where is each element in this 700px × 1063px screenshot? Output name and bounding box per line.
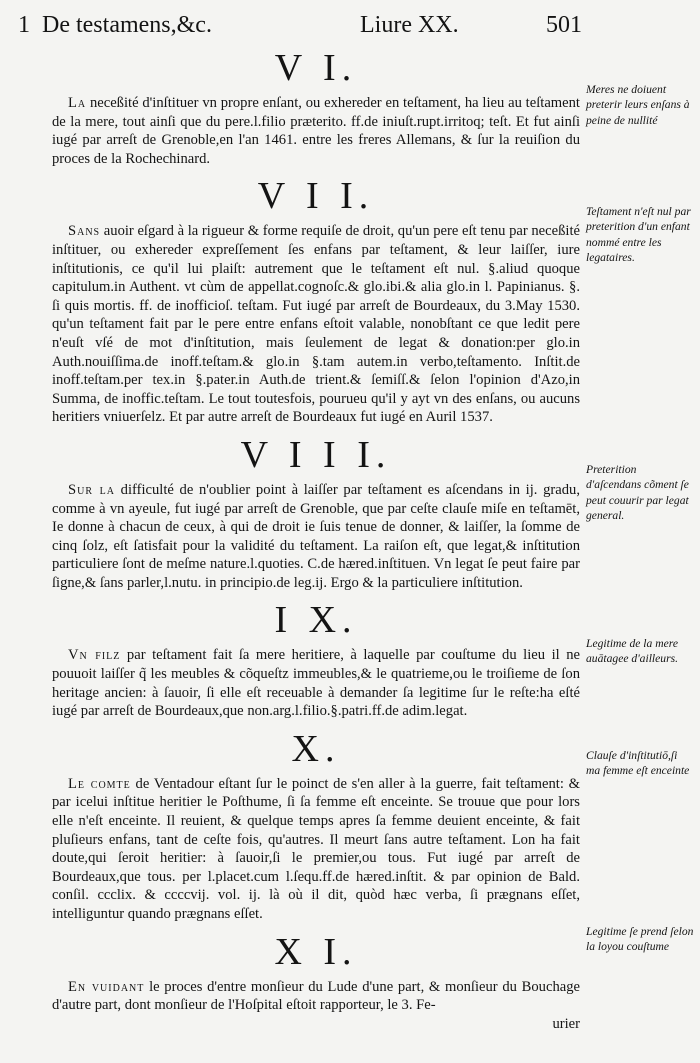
paragraph-text: difficulté de n'oublier point à laiſſer par teſtament es aſcendans in ij. gradu, comme à vn ayeule, fut iugé par arreſt de Grenoble, que par ceſte clauſe miſe en teſtamēt, Ie donne à chacun de ceux, à qui de droit ie ſuis tenue de donner, & laiſſer, la ſomme de cinq ſolz, eſt ſatisfait pour la validité du teſtament. La raiſon eſt, que legat,& inſtitution particuliere ſont de meſme nature.l.quoties. C.de hæred.inſtituen. Vn legat ſe peut faire par ſigne,& ſans parler,l.nutu. in principio.de leg.ij. Ergo & la particuliere inſtitution.: [52, 481, 580, 591]
section-7: [52, 174, 580, 427]
margin-note: Teſtament n'eſt nul par preterition d'un enfant nommé entre les legataires.: [586, 205, 691, 265]
section-6: [52, 46, 580, 168]
section-paragraph: [52, 222, 580, 427]
paragraph-text: le proces d'entre monſieur du Lude d'une part, & monſieur du Bouchage d'autre part, dont monſieur de l'Hoſpital eſtoit rapporteur, le 3. Fe-: [52, 978, 580, 1014]
paragraph-text: neceßité d'inſtituer vn propre enſant, ou exhereder en teſtament, ha lieu au teſtament de la mere, tout ainſi que du pere.l.filio præterito. ff.de iniuſt.rupt.irritoq; teſt. Et fut ainſi iugé par arreſt de Grenoble,en l'an 1461. entre les freres Allemans, & ſur la reuiſion du proces de la Rochechinard.: [52, 95, 580, 167]
margin-note: Legitime ſe prend ſelon la loyou couſtume: [586, 925, 694, 954]
section-heading: V I I I.: [240, 433, 392, 476]
lead-word: En vuidant: [68, 978, 145, 995]
header-book: Liure XX.: [360, 12, 459, 38]
section-heading: V I.: [274, 47, 358, 89]
section-8: [52, 433, 580, 593]
header-number: 1: [18, 12, 30, 38]
lead-word: Sur la: [68, 481, 115, 498]
lead-word: Le comte: [68, 775, 131, 792]
lead-word: La: [68, 95, 87, 111]
section-paragraph: [52, 775, 580, 924]
section-heading: I X.: [274, 599, 358, 642]
catchword: urier: [552, 1015, 580, 1032]
lead-word: Vn filz: [68, 647, 121, 664]
margin-note: Clauſe d'inſtitutiō,ſi ma femme eſt enceinte: [586, 749, 690, 778]
margin-note: Meres ne doiuent preterir leurs enſans à peine de nullité: [586, 83, 690, 127]
section-heading: V I I.: [257, 175, 375, 218]
paragraph-text: auoir eſgard à la rigueur & forme requiſe de droit, qu'un pere eſt tenu par neceßité inſtituer, ou exhereder expreſſement ſes enfans par teſtament, & leur laiſſer, iure inſtitutionis, ce qu'il lui plaiſt: autrement que le teſtament eſt nul. §.aliud quoque capitulum.in Authent. vt cùm de appellat.cognoſc.& glo.ibi.& alia glo.in l. Papinianus. §. ſi quis mortis. ff. de inofficioſ. teſtam. Fut iugé par arreſt de Bourdeaux, du 3.May 1530. qu'un teſtament fait par le pere entre enfans eſtoit valable, nonobſtant ce que ledit pere n'euſt vſé de mot d'inſtitution, mais ſeulement de legat & donation:per glo.in Auth.nouiſſima.de inoff.teſtam.& glo.in §.tam autem.in verbo,teſtamento. Inſtit.de inoff.teſtam.per tex.in §.pater.in Auth.de trient.& ſemiſſ.& ſelon l'opinion d'Azo,in Summa, de inoffic.teſtam. Le tout toutesfois, pourueu qu'il y ayt vn des enſans, ou aucuns heritiers vniuerſelz. Et par autre arreſt de Bourdeaux fut iugé en Auril 1537.: [52, 223, 580, 426]
section-11: [52, 930, 580, 1034]
paragraph-text: de Ventadour eſtant ſur le poinct de s'en aller à la guerre, fait teſtament: & par icelui inſtitue heritier le Poſthume, ſi ſa femme eſt enceinte. Se trouue que pour lors elle n'eſt enceinte. Il reuient, & quelque temps apres ſa femme deuient enceinte, & fait pluſieurs enfans, tant de ceſte fois, qu'autres. Il meurt ſans autre teſtament. Lon ha fait doute,qui ſeroit heritier: à ſauoir,ſi le premier,ou tous. Fut iugé par arreſt de Bourdeaux,que tous. per l.placet.cum l.ſequ.ff.de hæred.inſtit. & par opinion de Bald. conſil. ccclix. & ccccvij. vol. ij. là où il dit, quòd hæc verba, ſi prægnans eſſet, intelliguntur quando prægnans eſſet.: [52, 775, 581, 922]
margin-note: Legitime de la mere auātagee d'ailleurs.: [586, 637, 678, 666]
section-paragraph: [52, 94, 580, 168]
main-text: [52, 46, 580, 1039]
section-9: [52, 598, 580, 720]
section-paragraph: [52, 646, 580, 720]
section-10: [52, 727, 580, 924]
header-title: De testamens,&c.: [42, 12, 212, 38]
section-paragraph: [52, 481, 580, 593]
page-number: 501: [546, 12, 582, 38]
margin-note: Preterition d'aſcendans cõment ſe peut couurir par legat general.: [586, 463, 689, 523]
section-heading: X I.: [274, 930, 358, 973]
running-header: [0, 8, 700, 42]
section-paragraph: [52, 978, 580, 1034]
section-heading: X.: [291, 727, 341, 770]
paragraph-text: par teſtament fait ſa mere heritiere, à laquelle par couſtume du lieu il ne pouuoit laiſſer q̃ les meubles & cõqueſtz immeubles,& le quatrieme,ou le troiſieme de ſon heritage ancien: à ſauoir, ſi elle eſt receuable à demander ſa legitime ſur le reſte:ha eſté iugé par arreſt de Bourdeaux,que non.arg.l.filio.§.patri.ff.de adim.legat.: [52, 647, 580, 720]
lead-word: Sans: [68, 223, 101, 240]
